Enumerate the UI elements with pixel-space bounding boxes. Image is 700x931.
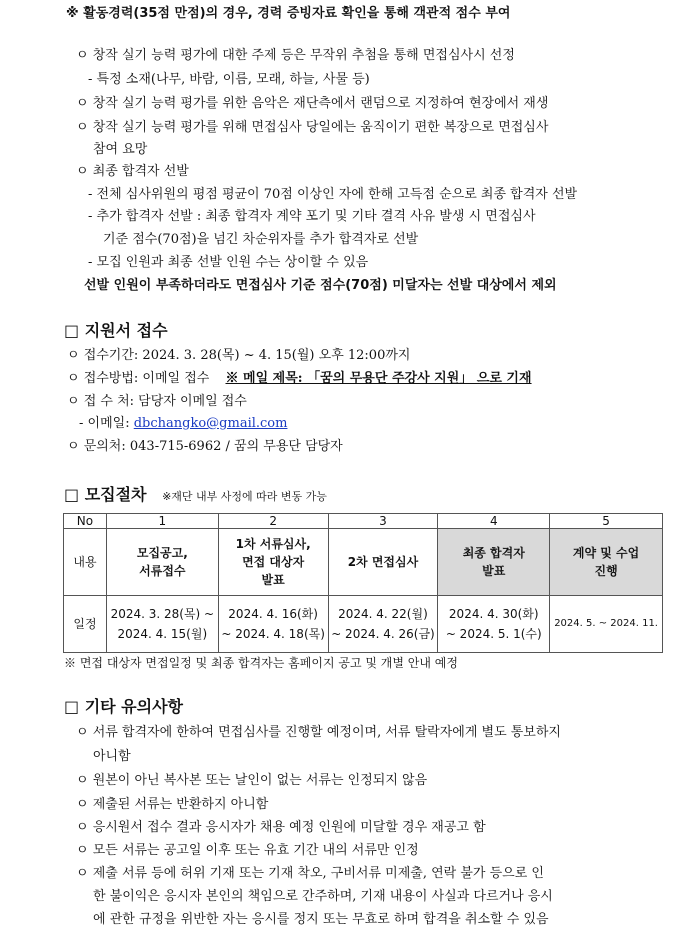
procedure-schedule-row — [64, 596, 663, 653]
other-line-5: ㅇ 응시원서 접수 결과 응시자가 채용 예정 인원에 미달할 경우 재공고 함 — [76, 820, 486, 835]
step-2-content-line: 발표 — [261, 573, 285, 587]
step-5-content — [550, 529, 663, 596]
application-title: □ 지원서 접수 — [64, 321, 168, 340]
procedure-title: □ 모집절차 — [64, 485, 147, 504]
eval-line-6: ㅇ 최종 합격자 선발 — [76, 164, 189, 179]
step-1-schedule-line: 2024. 4. 15(월) — [117, 627, 208, 641]
step-4-content-line: 최종 합격자 — [462, 546, 525, 560]
step-2-schedule — [218, 596, 328, 653]
step-5-schedule — [550, 596, 663, 653]
step-1-content — [106, 529, 218, 596]
step-4-schedule-line: 2024. 4. 30(화) — [448, 607, 539, 621]
procedure-table-header-row — [64, 514, 663, 529]
procedure-note: ※재단 내부 사정에 따라 변동 가능 — [162, 490, 327, 503]
application-contact: ㅇ 접 수 처: 담당자 이메일 접수 — [67, 394, 247, 409]
other-line-6: ㅇ 모든 서류는 공고일 이후 또는 유효 기간 내의 서류만 인정 — [76, 843, 419, 858]
step-1-schedule — [106, 596, 218, 653]
application-method-note: ※ 메일 제목: 「꿈의 무용단 주강사 지원」 으로 기재 — [225, 371, 532, 386]
eval-bold-notice: 선발 인원이 부족하더라도 면접심사 기준 점수(70점) 미달자는 선발 대상에서 제외 — [84, 278, 557, 293]
step-5-content-line: 계약 및 수업 — [572, 546, 640, 560]
application-email-label: - 이메일: — [79, 416, 130, 431]
eval-line-3: ㅇ 창작 실기 능력 평가를 위한 음악은 재단측에서 랜덤으로 지정하여 현장에서 재생 — [76, 96, 549, 111]
other-line-9: 에 관한 규정을 위반한 자는 응시를 정지 또는 무효로 하며 합격을 취소할 수 있음 — [93, 912, 549, 927]
application-period: ㅇ 접수기간: 2024. 3. 28(목) ~ 4. 15(월) 오후 12:00까지 — [67, 348, 411, 363]
application-email-link[interactable]: dbchangko@gmail.com — [133, 416, 288, 431]
step-1-content-line: 모집공고, — [136, 546, 188, 560]
eval-line-10: - 모집 인원과 최종 선발 인원 수는 상이할 수 있음 — [88, 255, 369, 270]
application-inquiry: ㅇ 문의처: 043-715-6962 / 꿈의 무용단 담당자 — [67, 439, 343, 454]
step-1-schedule-line: 2024. 3. 28(목) ~ — [110, 607, 215, 621]
other-line-4: ㅇ 제출된 서류는 반환하지 아니함 — [76, 797, 269, 812]
step-3-content — [328, 529, 438, 596]
step-4-content-line: 발표 — [482, 564, 506, 578]
step-1-content-line: 서류접수 — [139, 564, 186, 578]
step-4-schedule — [438, 596, 550, 653]
eval-line-7: - 전체 심사위원의 평점 평균이 70점 이상인 자에 한해 고득점 순으로 최종 합격자 선발 — [88, 187, 578, 202]
step-5-content-line: 진행 — [594, 564, 618, 578]
step-3-schedule — [328, 596, 438, 653]
step-3-schedule-line: 2024. 4. 22(월) — [338, 607, 428, 621]
step-4-schedule-line: ~ 2024. 5. 1(수) — [445, 627, 542, 641]
table-header-step-4: 4 — [438, 514, 550, 529]
eval-line-5: 참여 요망 — [93, 142, 148, 157]
eval-line-8: - 추가 합격자 선발 : 최종 합격자 계약 포기 및 기타 결격 사유 발생 시 면접심사 — [88, 209, 536, 224]
procedure-title-row — [64, 485, 327, 507]
other-line-2: 아니함 — [93, 749, 131, 764]
step-2-schedule-line: 2024. 4. 16(화) — [228, 607, 318, 621]
other-line-3: ㅇ 원본이 아닌 복사본 또는 날인이 없는 서류는 인정되지 않음 — [76, 773, 428, 788]
eval-line-4: ㅇ 창작 실기 능력 평가를 위해 면접심사 당일에는 움직이기 편한 복장으로 면접심사 — [76, 120, 549, 135]
eval-line-2: - 특정 소재(나무, 바람, 이름, 모래, 하늘, 사물 등) — [88, 72, 370, 87]
row-label-content: 내용 — [64, 529, 107, 596]
step-4-content — [438, 529, 550, 596]
application-method-label: ㅇ 접수방법: 이메일 접수 — [67, 371, 210, 386]
row-label-schedule: 일정 — [64, 596, 107, 653]
other-line-8: 한 불이익은 응시자 본인의 책임으로 간주하며, 기재 내용이 사실과 다르거나 응시 — [93, 889, 553, 904]
table-header-no: No — [64, 514, 107, 529]
step-3-content-line: 2차 면접심사 — [347, 555, 419, 569]
step-2-content — [218, 529, 328, 596]
table-header-step-2: 2 — [218, 514, 328, 529]
step-3-schedule-line: ~ 2024. 4. 26(금) — [331, 627, 435, 641]
table-header-step-3: 3 — [328, 514, 438, 529]
other-line-7: ㅇ 제출 서류 등에 허위 기재 또는 기재 착오, 구비서류 미제출, 연락 불가 등으로 인 — [76, 866, 544, 881]
procedure-content-row — [64, 529, 663, 596]
eval-line-1: ㅇ 창작 실기 능력 평가에 대한 주제 등은 무작위 추첨을 통해 면접심사시 선정 — [76, 48, 515, 63]
step-2-content-line: 1차 서류심사, — [235, 537, 311, 551]
other-title: □ 기타 유의사항 — [64, 697, 183, 716]
step-2-content-line: 면접 대상자 — [242, 555, 305, 569]
application-method — [67, 371, 532, 387]
table-header-step-1: 1 — [106, 514, 218, 529]
table-header-step-5: 5 — [550, 514, 663, 529]
step-2-schedule-line: ~ 2024. 4. 18(목) — [221, 627, 325, 641]
eval-line-9: 기준 점수(70점)을 넘긴 차순위자를 추가 합격자로 선발 — [103, 232, 419, 247]
top-notice: ※ 활동경력(35점 만점)의 경우, 경력 증빙자료 확인을 통해 객관적 점수 부여 — [66, 6, 511, 21]
other-line-1: ㅇ 서류 합격자에 한하여 면접심사를 진행할 예정이며, 서류 탈락자에게 별도 통보하지 — [76, 725, 561, 740]
procedure-footnote: ※ 면접 대상자 면접일정 및 최종 합격자는 홈페이지 공고 및 개별 안내 예정 — [64, 656, 458, 670]
procedure-table — [63, 513, 663, 653]
application-email-row — [79, 416, 287, 432]
step-5-schedule-line: 2024. 5. ~ 2024. 11. — [554, 618, 658, 629]
